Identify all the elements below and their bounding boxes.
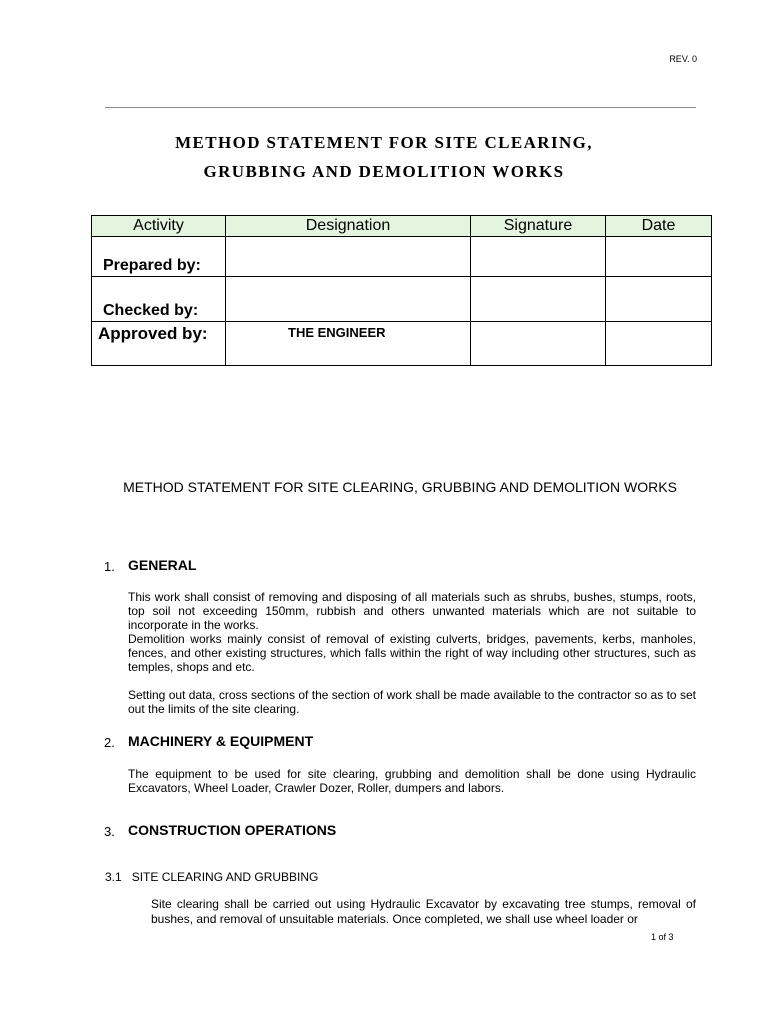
- section-3-heading: CONSTRUCTION OPERATIONS: [128, 822, 337, 838]
- signature-cell-prepared: [471, 237, 606, 277]
- date-cell-checked: [606, 277, 712, 322]
- section-3-number: 3.: [104, 824, 115, 839]
- document-title-line-2: GRUBBING AND DEMOLITION WORKS: [203, 162, 565, 181]
- subsection-3-1-number: 3.1: [105, 870, 122, 884]
- section-1-number: 1.: [104, 559, 115, 574]
- column-header-date: Date: [606, 216, 712, 237]
- document-title-line-1: METHOD STATEMENT FOR SITE CLEARING,: [175, 133, 593, 152]
- table-row-prepared: [92, 237, 712, 277]
- section-1-paragraph-1: This work shall consist of removing and disposing of all materials such as shrubs, bushes, stumps, roots, top soil not exceeding 150mm, rubbish and others unwanted materials which are not suitable to incorporate in the works.: [128, 590, 696, 632]
- approval-table-header-row: [92, 216, 712, 237]
- designation-cell-prepared: [226, 237, 471, 277]
- subsection-3-1-heading: [105, 870, 318, 884]
- activity-prepared-by: Prepared by:: [92, 237, 226, 277]
- section-1-paragraph-3-wrap: [128, 688, 696, 716]
- signature-cell-checked: [471, 277, 606, 322]
- table-row-approved: [92, 322, 712, 366]
- column-header-signature: Signature: [471, 216, 606, 237]
- page-number: 1 of 3: [651, 932, 674, 942]
- subsection-3-1-title: SITE CLEARING AND GRUBBING: [131, 870, 319, 884]
- activity-approved-by: Approved by:: [92, 322, 226, 366]
- section-2-heading: MACHINERY & EQUIPMENT: [128, 733, 314, 749]
- section-1-body: [128, 590, 696, 674]
- column-header-activity: Activity: [92, 216, 226, 237]
- subsection-3-1-paragraph: Site clearing shall be carried out using Hydraulic Excavator by excavating tree stumps, removal of bushes, and removal of unsuitable materials. Once completed, we shall use wheel loader or: [151, 897, 696, 926]
- header-divider: [105, 107, 696, 108]
- document-title: [0, 128, 768, 186]
- designation-cell-checked: [226, 277, 471, 322]
- column-header-designation: Designation: [226, 216, 471, 237]
- section-1-paragraph-3: Setting out data, cross sections of the section of work shall be made available to the contractor so as to set out the limits of the site clearing.: [128, 688, 696, 716]
- body-title: METHOD STATEMENT FOR SITE CLEARING, GRUBBING AND DEMOLITION WORKS: [123, 479, 677, 495]
- date-cell-approved: [606, 322, 712, 366]
- section-1-heading: GENERAL: [128, 557, 197, 573]
- signature-cell-approved: [471, 322, 606, 366]
- section-2-body: [128, 767, 696, 795]
- designation-the-engineer: THE ENGINEER: [226, 322, 471, 366]
- approval-table: [91, 215, 712, 366]
- revision-label: REV. 0: [669, 54, 697, 64]
- section-1-paragraph-2: Demolition works mainly consist of removal of existing culverts, bridges, pavements, kerbs, manholes, fences, and other existing structures, which falls within the right of way including other structures, such as temples, shops and etc.: [128, 632, 696, 674]
- table-row-checked: [92, 277, 712, 322]
- date-cell-prepared: [606, 237, 712, 277]
- section-2-paragraph-1: The equipment to be used for site clearing, grubbing and demolition shall be done using Hydraulic Excavators, Wheel Loader, Crawler Dozer, Roller, dumpers and labors.: [128, 767, 696, 795]
- activity-checked-by: Checked by:: [92, 277, 226, 322]
- section-2-number: 2.: [104, 735, 115, 750]
